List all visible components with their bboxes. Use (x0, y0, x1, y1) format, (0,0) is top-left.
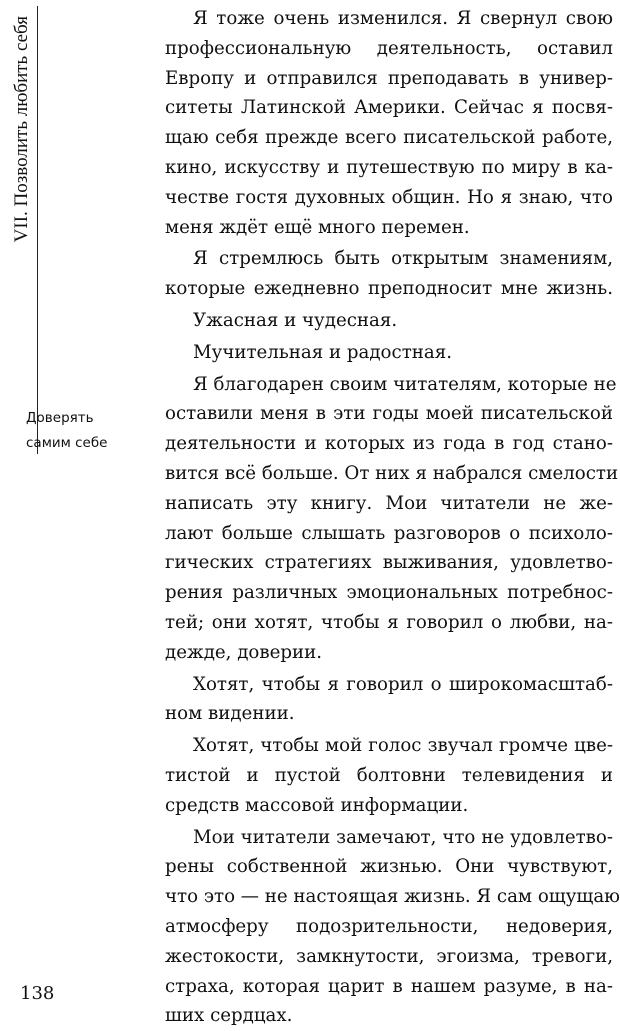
text-line: атмосферу подозрительности, недоверия, (165, 915, 613, 937)
text-line: оставили меня в эти годы моей писательской (165, 403, 613, 425)
margin-note-line: самим себе (26, 435, 108, 451)
text-line: меня ждёт ещё много перемен. (165, 216, 470, 238)
text-line: которые ежедневно преподносит мне жизнь. (165, 278, 613, 300)
running-head (8, 16, 36, 288)
text-line: средств массовой информации. (165, 794, 469, 816)
text-line: профессиональную деятельность, оставил (165, 37, 613, 59)
text-line: щаю себя прежде всего писательской работе, (165, 127, 613, 149)
text-line: Я стремлюсь быть открытым знамениям, (193, 248, 613, 270)
margin-note (26, 406, 146, 456)
text-line: гических стратегиях выживания, удовлетво- (165, 552, 613, 574)
text-line: жестокости, замкнутости, эгоизма, тревоги, (165, 945, 613, 967)
text-line: кино, искусству и путешествую по миру в ка- (165, 156, 613, 178)
text-line: Мучительная и радостная. (193, 341, 452, 363)
text-line: ном видении. (165, 703, 295, 725)
text-line: Европу и отправился преподавать в универ- (165, 67, 613, 89)
text-line: ших сердцах. (165, 1005, 293, 1027)
page-number: 138 (20, 983, 55, 1004)
text-line: деятельности и которых из года в год стано- (165, 433, 613, 455)
margin-note-line: Доверять (26, 410, 94, 426)
text-line: написать эту книгу. Мои читатели не же- (165, 492, 613, 514)
text-line: рения различных эмоциональных потребнос- (165, 582, 613, 604)
text-line: Хотят, чтобы я говорил о широкомасштаб- (193, 673, 613, 695)
running-head-text: VII. Позволить любить себя (11, 16, 32, 243)
text-line: Хотят, чтобы мой голос звучал громче цве- (193, 735, 613, 757)
side-rule (37, 6, 38, 454)
text-line: рены собственной жизнью. Они чувствуют, (165, 856, 613, 878)
text-line: Я благодарен своим читателям, которые не (193, 373, 617, 395)
text-line: ситеты Латинской Америки. Сейчас я посвя- (165, 97, 613, 119)
text-line: Мои читатели замечают, что не удовлетво- (193, 826, 613, 848)
body-text (165, 4, 620, 1031)
text-line: тистой и пустой болтовни телевидения и (165, 764, 613, 786)
text-line: страха, которая царит в нашем разуме, в на- (165, 975, 613, 997)
text-line: тей; они хотят, чтобы я говорил о любви, на- (165, 611, 613, 633)
text-line: лают больше слышать разговоров о психоло- (165, 522, 613, 544)
text-line: честве гостя духовных общин. Но я знаю, что (165, 186, 613, 208)
text-line: дежде, доверии. (165, 641, 323, 663)
text-line: вится всё больше. От них я набрался смелости (165, 462, 619, 484)
text-line: Ужасная и чудесная. (193, 309, 398, 331)
text-line: Я тоже очень изменился. Я свернул свою (193, 8, 613, 29)
text-line: что это — не настоящая жизнь. Я сам ощущаю (165, 886, 620, 908)
